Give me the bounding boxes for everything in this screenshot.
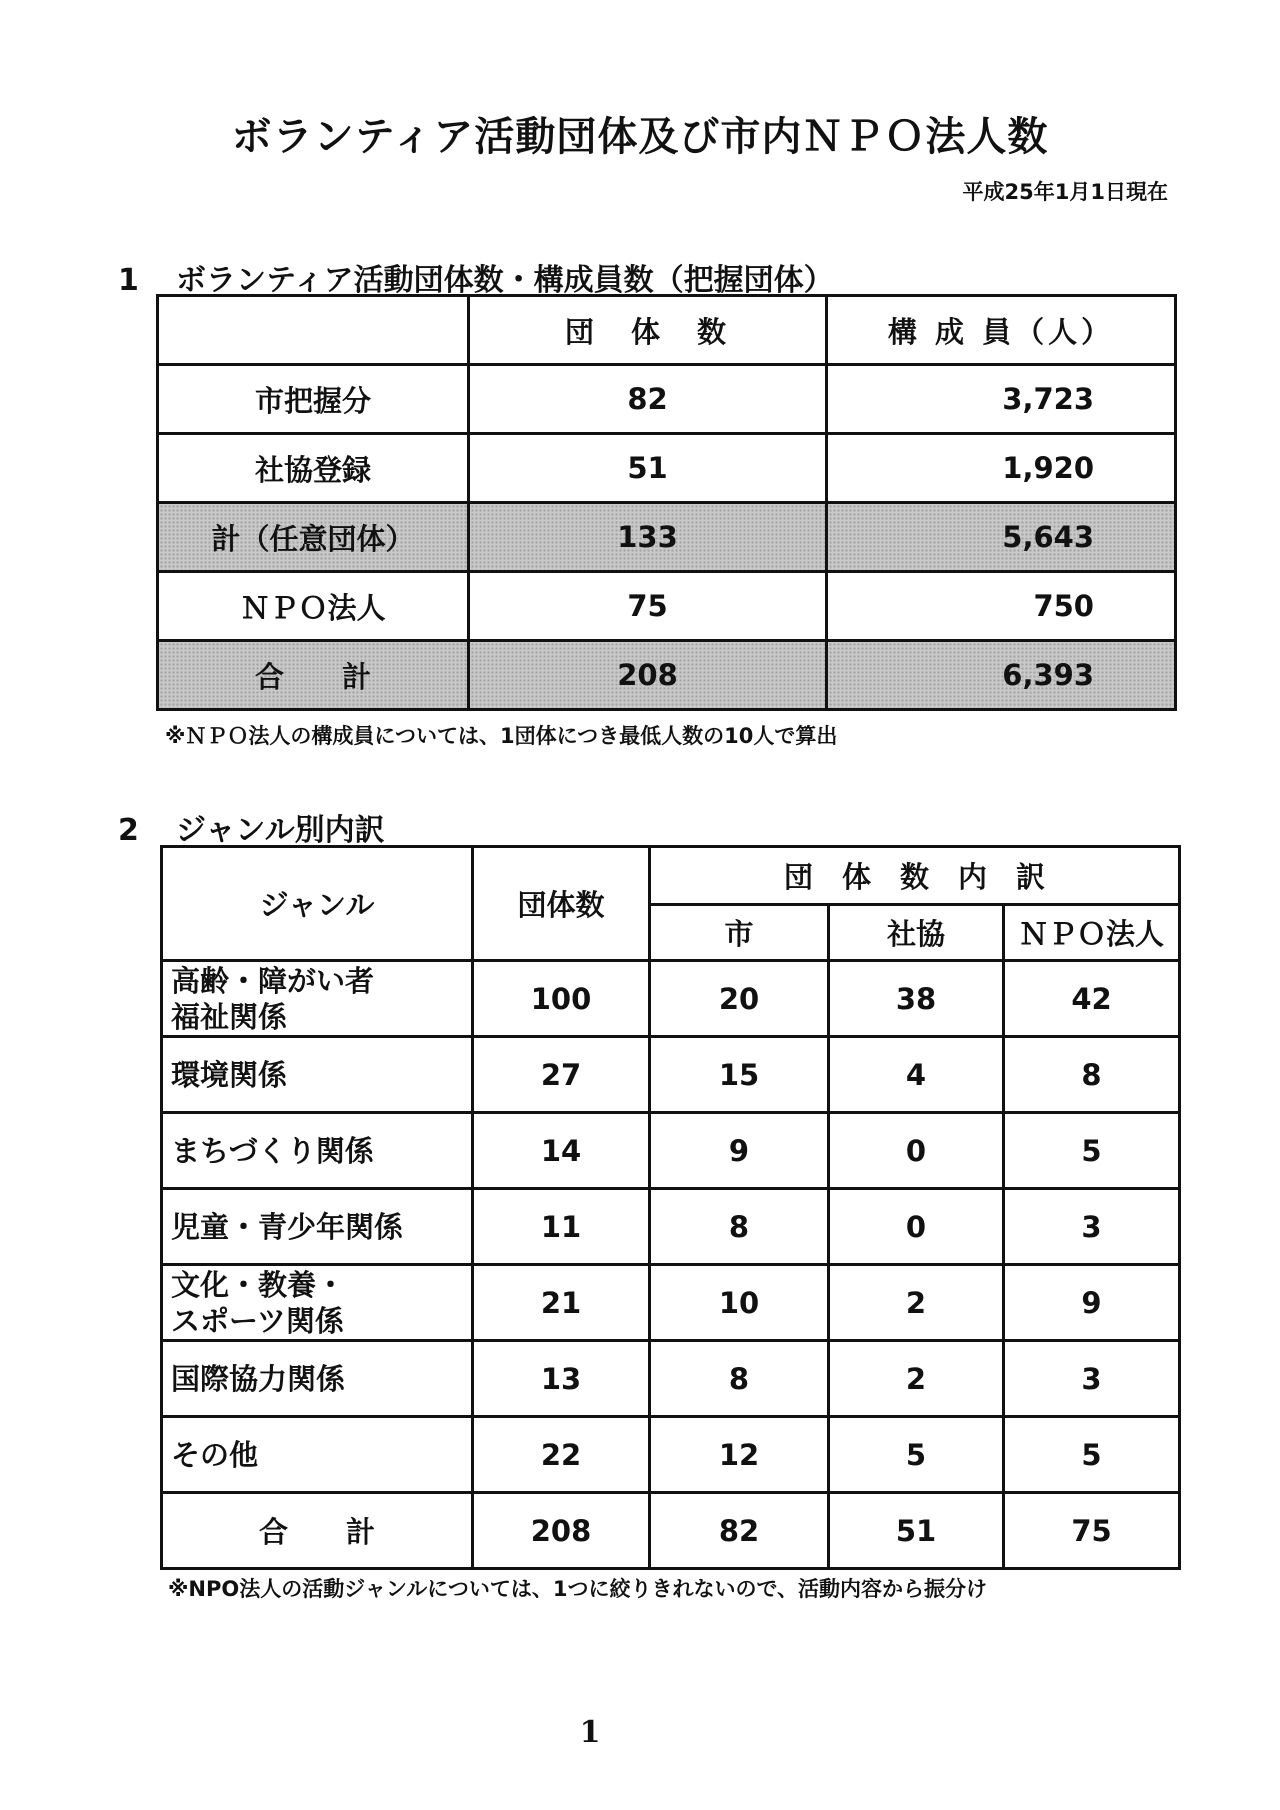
section2-title: ジャンル別内訳	[176, 813, 385, 848]
city-value: 20	[650, 961, 829, 1037]
groups-value: 82	[469, 365, 827, 434]
npo-value: 9	[1004, 1265, 1180, 1341]
genre-line1: 国際協力関係	[171, 1361, 346, 1396]
npo-value: 5	[1004, 1113, 1180, 1189]
members-value: 750	[827, 572, 1176, 641]
genre-line1: 高齢・障がい者	[171, 963, 375, 998]
genre-label	[162, 1417, 473, 1493]
row-label: 市把握分	[158, 365, 469, 434]
city-value: 8	[650, 1189, 829, 1265]
section1-note: ※ＮＰＯ法人の構成員については、1団体につき最低人数の10人で算出	[165, 724, 838, 748]
header-breakdown: 団 体 数 内 訳	[650, 847, 1180, 905]
header-city: 市	[650, 905, 829, 961]
npo-value: 75	[1004, 1493, 1180, 1569]
table-row	[162, 1189, 1180, 1265]
groups-value: 14	[473, 1113, 650, 1189]
genre-line1: 環境関係	[171, 1057, 288, 1092]
genre-label	[162, 1189, 473, 1265]
members-value: 6,393	[827, 641, 1176, 710]
table-row	[158, 434, 1176, 503]
council-value: 38	[829, 961, 1004, 1037]
npo-value: 3	[1004, 1189, 1180, 1265]
genre-label	[162, 1113, 473, 1189]
header-members: 構 成 員（人）	[827, 296, 1176, 365]
page-number: 1	[579, 1715, 601, 1750]
section2-number: 2	[118, 813, 139, 848]
groups-value: 51	[469, 434, 827, 503]
council-value: 0	[829, 1113, 1004, 1189]
genre-label	[162, 1265, 473, 1341]
groups-value: 11	[473, 1189, 650, 1265]
table-row	[162, 961, 1180, 1037]
npo-value: 3	[1004, 1341, 1180, 1417]
city-value: 15	[650, 1037, 829, 1113]
genre-label	[162, 1037, 473, 1113]
genre-line1: その他	[171, 1437, 259, 1472]
npo-value: 42	[1004, 961, 1180, 1037]
groups-value: 13	[473, 1341, 650, 1417]
row-label: 社協登録	[158, 434, 469, 503]
groups-value: 27	[473, 1037, 650, 1113]
section1-title: ボランティア活動団体数・構成員数（把握団体）	[176, 263, 834, 298]
genre-line1: 文化・教養・	[171, 1267, 346, 1302]
section2-note: ※NPO法人の活動ジャンルについては、1つに絞りきれないので、活動内容から振分け	[168, 1577, 988, 1601]
members-value: 3,723	[827, 365, 1176, 434]
groups-value: 21	[473, 1265, 650, 1341]
header-groups: 団 体 数	[469, 296, 827, 365]
npo-value: 5	[1004, 1417, 1180, 1493]
groups-value: 22	[473, 1417, 650, 1493]
row-label: 合 計	[158, 641, 469, 710]
table-header-row	[162, 847, 1180, 905]
subtotal-row	[158, 503, 1176, 572]
groups-value: 100	[473, 961, 650, 1037]
total-row	[162, 1493, 1180, 1569]
city-value: 10	[650, 1265, 829, 1341]
table-row	[162, 1113, 1180, 1189]
header-blank	[158, 296, 469, 365]
table-row	[162, 1341, 1180, 1417]
genre-line1: 児童・青少年関係	[171, 1209, 404, 1244]
table-row	[162, 1417, 1180, 1493]
row-label: ＮＰＯ法人	[158, 572, 469, 641]
groups-value: 208	[473, 1493, 650, 1569]
npo-value: 8	[1004, 1037, 1180, 1113]
as-of-date: 平成25年1月1日現在	[962, 180, 1168, 204]
council-value: 2	[829, 1265, 1004, 1341]
table-row	[158, 572, 1176, 641]
groups-value: 75	[469, 572, 827, 641]
table-row	[162, 1265, 1180, 1341]
header-npo: ＮＰＯ法人	[1004, 905, 1180, 961]
header-groups: 団体数	[473, 847, 650, 961]
genre-line2: 福祉関係	[171, 999, 288, 1034]
city-value: 8	[650, 1341, 829, 1417]
document-title: ボランティア活動団体及び市内ＮＰＯ法人数	[231, 114, 1049, 160]
genre-line2: スポーツ関係	[171, 1303, 344, 1338]
header-genre: ジャンル	[162, 847, 473, 961]
groups-value: 208	[469, 641, 827, 710]
row-label: 計（任意団体）	[158, 503, 469, 572]
groups-value: 133	[469, 503, 827, 572]
city-value: 82	[650, 1493, 829, 1569]
header-council: 社協	[829, 905, 1004, 961]
genre-line1: まちづくり関係	[171, 1133, 374, 1168]
members-value: 1,920	[827, 434, 1176, 503]
council-value: 0	[829, 1189, 1004, 1265]
council-value: 51	[829, 1493, 1004, 1569]
council-value: 4	[829, 1037, 1004, 1113]
city-value: 9	[650, 1113, 829, 1189]
city-value: 12	[650, 1417, 829, 1493]
table-row	[162, 1037, 1180, 1113]
table-row	[158, 365, 1176, 434]
council-value: 2	[829, 1341, 1004, 1417]
members-value: 5,643	[827, 503, 1176, 572]
membership-table	[156, 294, 1177, 711]
section2-heading	[118, 805, 385, 849]
total-label: 合 計	[162, 1493, 473, 1569]
total-row	[158, 641, 1176, 710]
council-value: 5	[829, 1417, 1004, 1493]
genre-label	[162, 1341, 473, 1417]
section1-number: 1	[118, 263, 139, 298]
table-header-row	[158, 296, 1176, 365]
genre-label	[162, 961, 473, 1037]
section1-heading	[118, 255, 834, 299]
genre-breakdown-table	[160, 845, 1181, 1570]
